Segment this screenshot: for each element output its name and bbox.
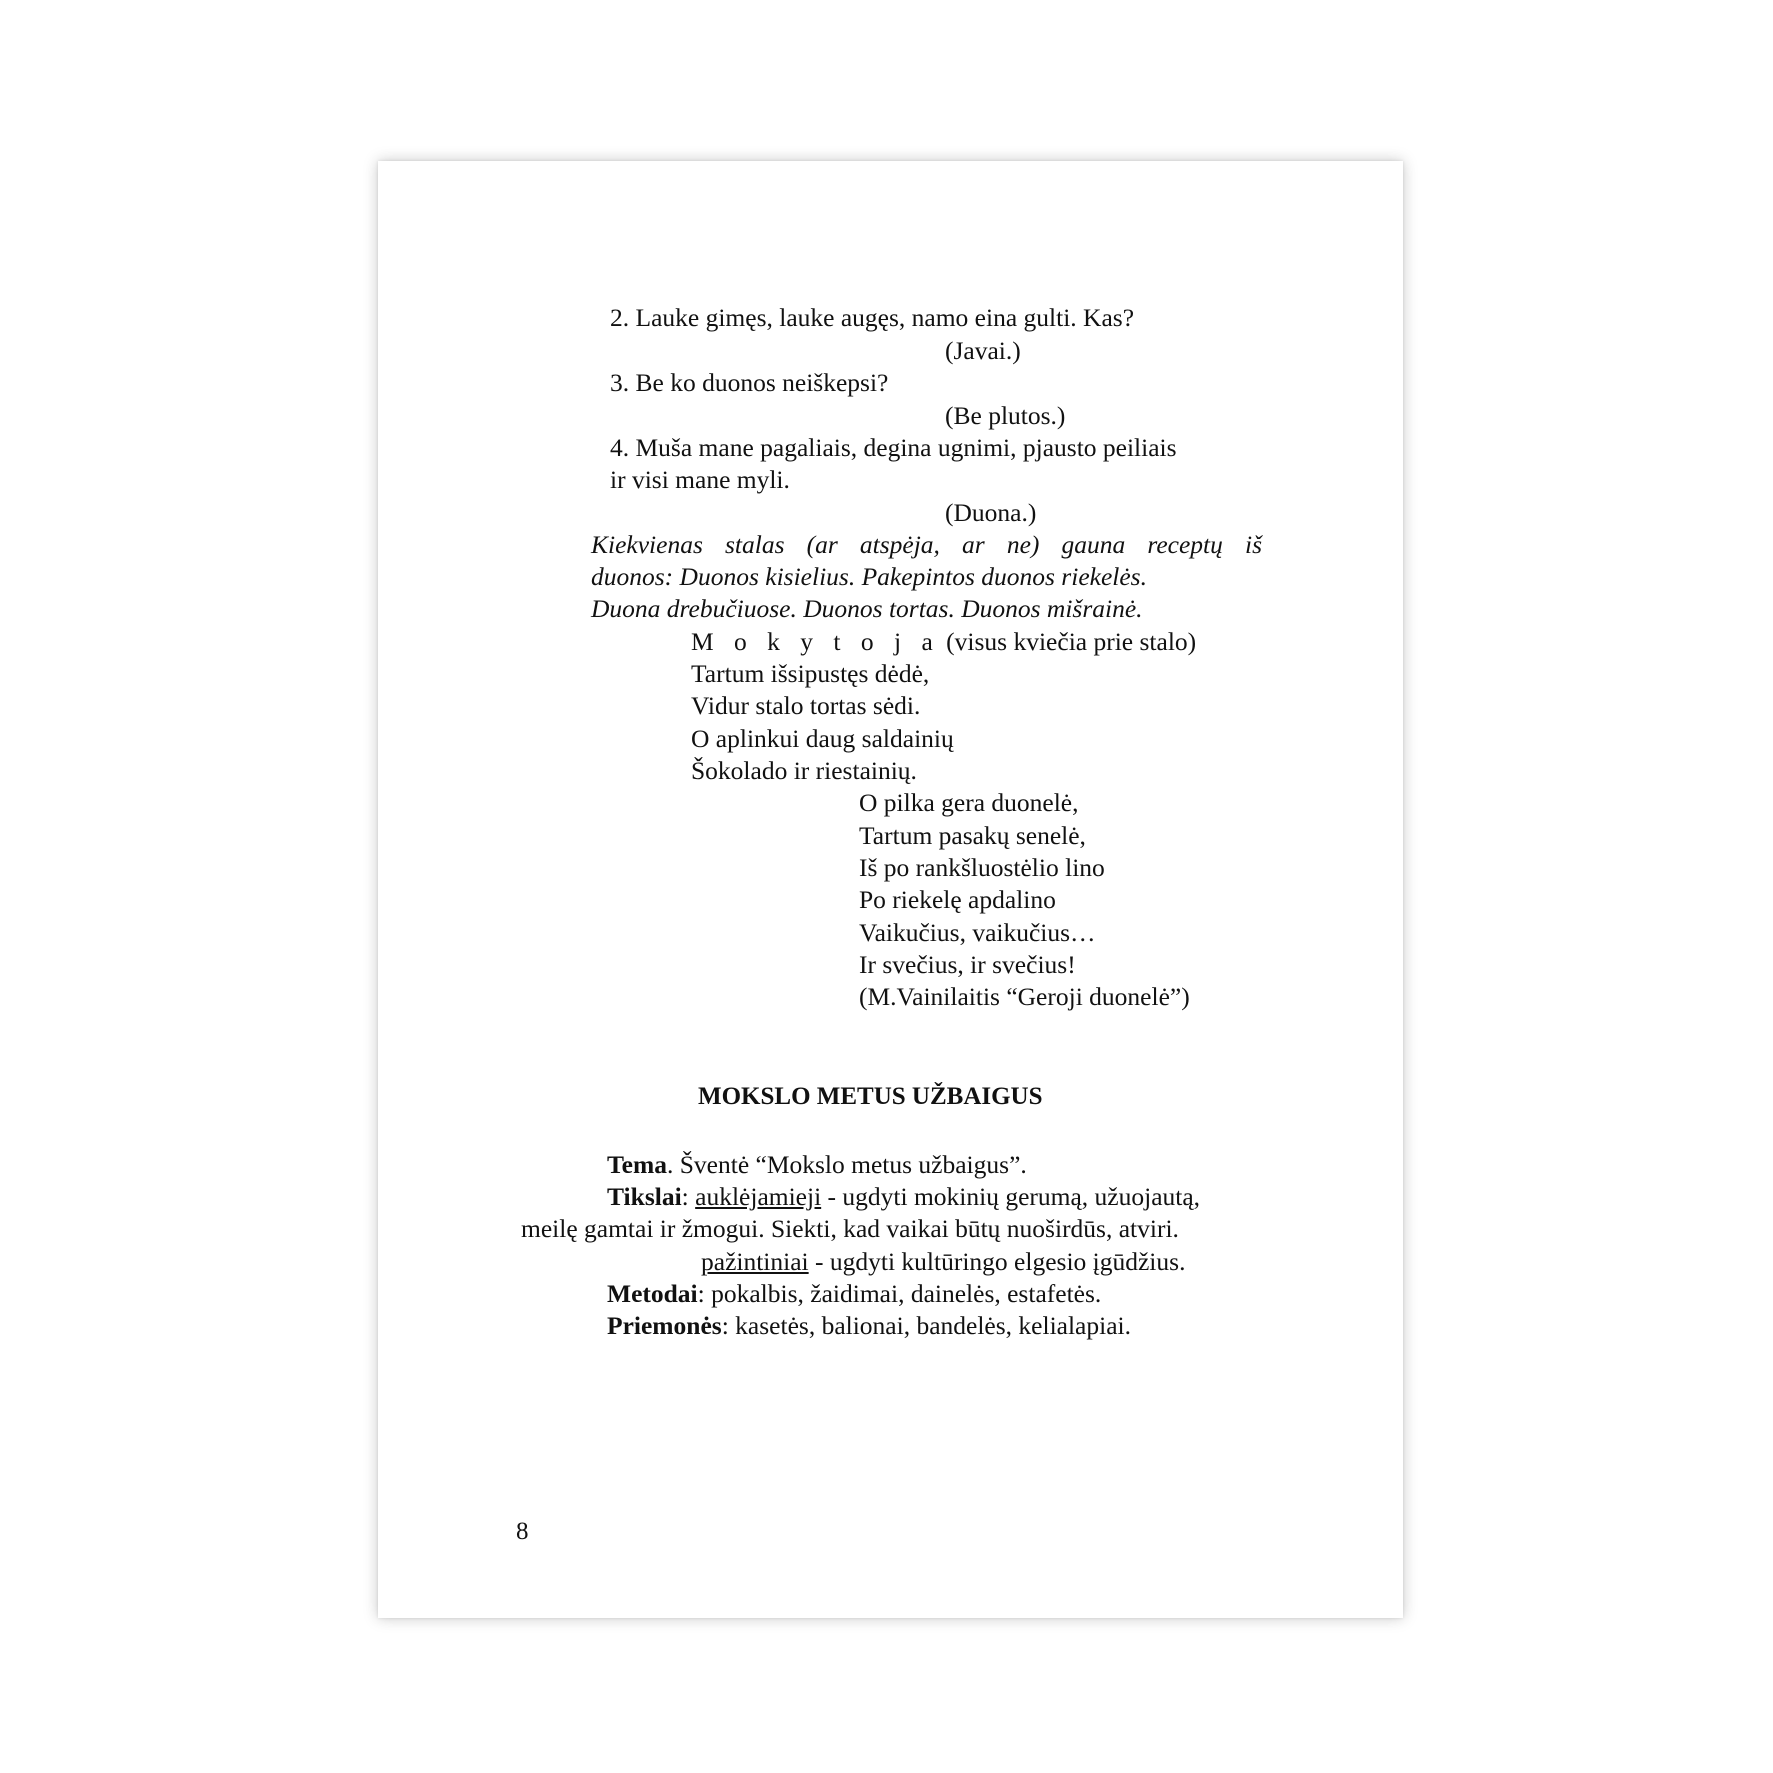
tikslai-separator: : bbox=[681, 1182, 696, 1211]
poem-stanza2-line: Tartum pasakų senelė, bbox=[859, 821, 1086, 850]
poem-citation: (M.Vainilaitis “Geroji duonelė”) bbox=[859, 982, 1190, 1011]
poem-stanza2-line: Vaikučius, vaikučius… bbox=[859, 918, 1096, 947]
priemones-text: : kasetės, balionai, bandelės, kelialapiai. bbox=[721, 1311, 1131, 1340]
poem-speaker-note: (visus kviečia prie stalo) bbox=[946, 627, 1197, 656]
metodai-text: : pokalbis, žaidimai, dainelės, estafetės. bbox=[697, 1279, 1102, 1308]
priemones-label: Priemonės bbox=[607, 1311, 722, 1340]
poem-stanza2-line: Po riekelę apdalino bbox=[859, 885, 1056, 914]
tema-line bbox=[607, 1149, 1027, 1181]
riddle-4-question-line2: ir visi mane myli. bbox=[610, 465, 790, 494]
poem-stanza1-line: Šokolado ir riestainių. bbox=[691, 756, 917, 785]
poem-stanza2-line: Ir svečius, ir svečius! bbox=[859, 950, 1076, 979]
poem-speaker-line bbox=[691, 626, 1196, 658]
priemones-line bbox=[607, 1310, 1131, 1342]
tema-label: Tema bbox=[607, 1150, 667, 1179]
document-page bbox=[378, 161, 1403, 1618]
riddle-2-answer: (Javai.) bbox=[945, 336, 1021, 365]
pazintiniai-text: - ugdyti kultūringo elgesio įgūdžius. bbox=[808, 1247, 1186, 1276]
auklejamieji-text: - ugdyti mokinių gerumą, užuojautą, bbox=[821, 1182, 1201, 1211]
section-title: MOKSLO METUS UŽBAIGUS bbox=[698, 1083, 1043, 1110]
page-number: 8 bbox=[516, 1518, 529, 1545]
tikslai-line bbox=[607, 1181, 1200, 1213]
riddle-4-answer: (Duona.) bbox=[945, 498, 1037, 527]
poem-stanza2-line: Iš po rankšluostėlio lino bbox=[859, 853, 1105, 882]
pazintiniai-label: pažintiniai bbox=[701, 1247, 809, 1276]
tikslai-label: Tikslai bbox=[607, 1182, 682, 1211]
poem-stanza1-line: Tartum išsipustęs dėdė, bbox=[691, 659, 930, 688]
metodai-label: Metodai bbox=[607, 1279, 698, 1308]
riddle-2-question: 2. Lauke gimęs, lauke augęs, namo eina gulti. Kas? bbox=[610, 303, 1135, 332]
auklejamieji-label: auklėjamieji bbox=[695, 1182, 822, 1211]
riddle-4-question-line1: 4. Muša mane pagaliais, degina ugnimi, pjausto peiliais bbox=[610, 433, 1177, 462]
metodai-line bbox=[607, 1278, 1101, 1310]
instruction-line-1: Kiekvienas stalas (ar atspėja, ar ne) gauna receptų iš bbox=[591, 530, 1262, 559]
poem-speaker: M o k y t o j a bbox=[691, 627, 940, 656]
riddle-3-question: 3. Be ko duonos neiškepsi? bbox=[610, 368, 889, 397]
poem-stanza1-line: O aplinkui daug saldainių bbox=[691, 724, 954, 753]
instruction-line-2: duonos: Duonos kisielius. Pakepintos duonos riekelės. bbox=[591, 562, 1147, 591]
poem-stanza2-line: O pilka gera duonelė, bbox=[859, 788, 1079, 817]
pazintiniai-line bbox=[701, 1246, 1185, 1278]
auklejamieji-continuation: meilę gamtai ir žmogui. Siekti, kad vaikai būtų nuoširdūs, atviri. bbox=[521, 1214, 1179, 1243]
tema-text: . Šventė “Mokslo metus užbaigus”. bbox=[666, 1150, 1027, 1179]
instruction-line-3: Duona drebučiuose. Duonos tortas. Duonos mišrainė. bbox=[591, 594, 1143, 623]
riddle-3-answer: (Be plutos.) bbox=[945, 401, 1066, 430]
poem-stanza1-line: Vidur stalo tortas sėdi. bbox=[691, 691, 921, 720]
